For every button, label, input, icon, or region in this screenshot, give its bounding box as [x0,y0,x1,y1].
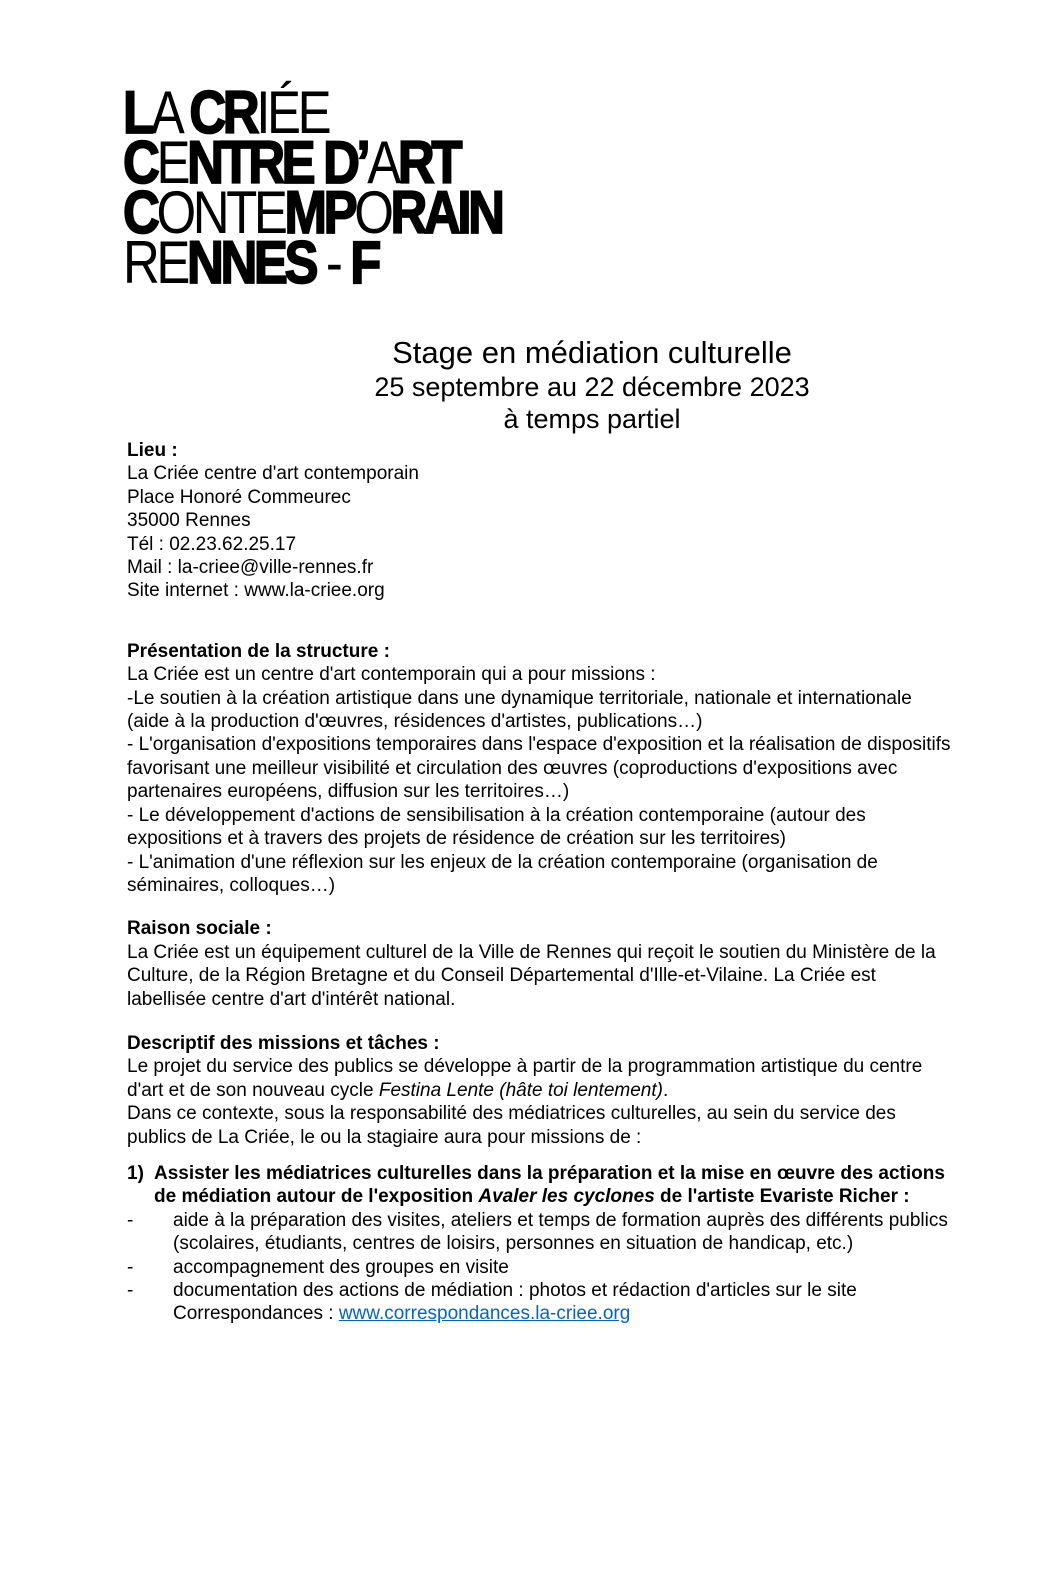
paragraph: - L'organisation d'expositions temporaires dans l'espace d'exposition et la réalisation de dispositifs favorisant une meilleur visibilité et circulation des œuvres (coproductions d'expositions avec partenaires européens, diffusion sur les territoires…) [127,734,951,803]
address-city: 35000 Rennes [127,510,251,532]
list-item [127,1279,957,1326]
contact-block [127,439,957,603]
page-title: Stage en médiation culturelle [392,335,792,370]
paragraph: La Criée est un équipement culturel de la Ville de Rennes qui reçoit le soutien du Ministère de la Culture, de la Région Bretagne et du Conseil Départemental d'Ille-et-Vilaine. La Criée est labellisée centre d'art d'intérêt national. [127,941,936,1010]
org-name: La Criée centre d'art contemporain [127,463,419,485]
logo-line-la-criee: LA CRIÉE [123,79,329,146]
phone-line: Tél : 02.23.62.25.17 [127,533,297,555]
section-raison-sociale [127,917,957,1011]
list-item [127,1256,957,1279]
address-street: Place Honoré Commeurec [127,486,351,508]
paragraph: - L'animation d'une réflexion sur les enjeux de la création contemporaine (organisation de séminaires, colloques…) [127,851,878,896]
page [0,79,1058,1585]
correspondances-link[interactable]: www.correspondances.la-criee.org [338,1303,631,1325]
list-marker: - [127,1280,134,1301]
la-criee-logo [123,79,1058,296]
paragraph: La Criée est un centre d'art contemporain qui a pour missions : [127,664,656,686]
mission-heading: Assister les médiatrices culturelles dans la préparation et la mise en œuvre des actions de médiation autour de l'exposition Avaler les cyclones de l'artiste Evariste Richer : [154,1162,945,1208]
bullet-text: aide à la préparation des visites, ateliers et temps de formation auprès des différents publics (scolaires, étudiants, centres de loisirs, personnes en situation de handicap, etc.) [173,1209,948,1255]
list-marker: 1) [127,1162,144,1184]
paragraph: - Le développement d'actions de sensibilisation à la création contemporaine (autour des expositions et à travers des projets de résidence de création sur les territoires) [127,804,866,850]
email-line: Mail : la-criee@ville-rennes.fr [127,557,374,579]
bullet-text: accompagnement des groupes en visite [173,1256,509,1278]
paragraph: Dans ce contexte, sous la responsabilité des médiatrices culturelles, au sein du service des publics de La Criée, le ou la stagiaire aura pour missions de : [127,1103,896,1148]
list-marker: - [127,1209,134,1231]
bullet-text: documentation des actions de médiation : photos et rédaction d'articles sur le site Correspondances : www.correspondances.la-criee.org [173,1280,857,1325]
work-schedule: à temps partiel [503,404,681,434]
section-heading: Présentation de la structure : [127,640,390,662]
paragraph: -Le soutien à la création artistique dans une dynamique territoriale, nationale et internationale (aide à la production d'œuvres, résidences d'artistes, publications…) [127,687,912,733]
website-line: Site internet : www.la-criee.org [127,580,385,602]
paragraph: Le projet du service des publics se développe à partir de la programmation artistique du centre d'art et de son nouveau cycle Festina Lente (hâte toi lentement). [127,1056,923,1101]
document-body [127,439,957,1326]
list-item [127,1209,957,1256]
date-range: 25 septembre au 22 décembre 2023 [374,372,810,402]
list-marker: - [127,1256,134,1278]
logo-line-rennes: RENNES - F [123,229,379,296]
section-presentation [127,640,957,897]
section-heading: Raison sociale : [127,918,272,940]
logo-line-contemporain: CONTEMPORAIN [123,179,502,246]
title-block [127,334,1057,435]
mission-list [127,1162,957,1326]
section-missions [127,1032,957,1149]
section-heading: Descriptif des missions et tâches : [127,1032,440,1054]
list-item-mission-heading [127,1162,957,1209]
lieu-heading: Lieu : [127,440,178,461]
logo-line-centre-dart: CENTRE D’ART [123,129,460,196]
